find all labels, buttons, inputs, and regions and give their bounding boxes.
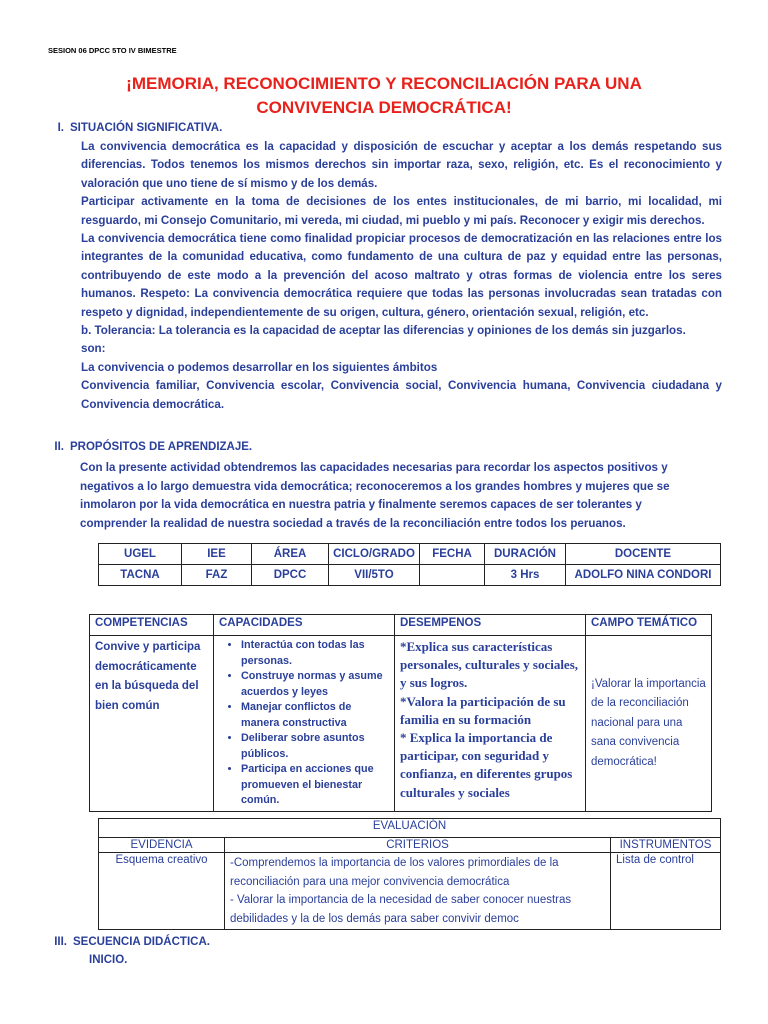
table-cell: TACNA: [99, 565, 182, 586]
desempeno-item: * Explica la importancia de participar, con seguridad y confianza, en diferentes grupos culturales y sociales: [400, 730, 573, 800]
desempeno-item: *Valora la participación de su familia en su formación: [400, 693, 566, 727]
instrumento-cell: Lista de control: [611, 853, 721, 930]
header-cell: CAMPO TEMÁTICO: [586, 615, 712, 636]
table-header-row: [99, 838, 721, 853]
paragraph: b. Tolerancia: La tolerancia es la capacidad de aceptar las diferencias y opiniones de los demás sin juzgarlos.: [81, 324, 686, 338]
desempeno-item: *Explica sus características personales, culturales y sociales, y sus logros.: [400, 639, 579, 691]
campo-tematico-cell: ¡Valorar la importancia de la reconciliación nacional para una sana convivencia democrática!: [586, 636, 712, 812]
header-cell: COMPETENCIAS: [90, 615, 214, 636]
evidencia-cell: Esquema creativo: [99, 853, 225, 930]
table-row: [99, 853, 721, 930]
title-line-1: ¡MEMORIA, RECONOCIMIENTO Y RECONCILIACIÓN PARA UNA: [126, 74, 642, 93]
table-cell: [420, 565, 485, 586]
header-cell: EVIDENCIA: [99, 838, 225, 853]
purpose-line: comprender la realidad de nuestra sociedad a través de la reconciliación entre todos los peruanos.: [80, 516, 626, 530]
table-header-row: [99, 544, 721, 565]
table-header-row: [90, 615, 712, 636]
criterios-cell: [225, 853, 611, 930]
header-cell: DESEMPENOS: [395, 615, 586, 636]
section-2-body: [80, 459, 680, 533]
competencia-cell: Convive y participa democráticamente en la búsqueda del bien común: [90, 636, 214, 812]
list-item: • Manejar conflictos de manera constructiva: [241, 700, 389, 731]
desempenos-cell: [395, 636, 586, 812]
section-2-title: PROPÓSITOS DE APRENDIZAJE.: [70, 441, 253, 453]
list-item: • Participa en acciones que promueven el bienestar común.: [241, 762, 389, 809]
paragraph: Convivencia familiar, Convivencia escolar, Convivencia social, Convivencia humana, Convivencia ciudadana y Convivencia democrática.: [81, 379, 722, 411]
table-cell: 3 Hrs: [485, 565, 566, 586]
paragraph: La convivencia o podemos desarrollar en los siguientes ámbitos: [81, 360, 438, 374]
criterio-item: -Comprendemos la importancia de los valores primordiales de la reconciliación para una mejor convivencia democrática: [230, 857, 559, 888]
table-cell: FAZ: [182, 565, 252, 586]
section-1-body: [81, 138, 722, 414]
table-row: [99, 565, 721, 586]
criterio-item: - Valorar la importancia de la necesidad de saber conocer nuestras debilidades y la de los demás para saber convivir democ: [230, 894, 572, 925]
purpose-line: negativos a lo largo demuestra vida democrática; reconoceremos a los grandes hombres y mujeres que se: [80, 479, 670, 493]
header-cell: CAPACIDADES: [214, 615, 395, 636]
paragraph: son:: [81, 342, 106, 356]
inicio-label: INICIO.: [89, 954, 128, 966]
list-item: • Construye normas y asume acuerdos y leyes: [241, 669, 389, 700]
section-1-heading: [40, 122, 222, 134]
header-cell: UGEL: [99, 544, 182, 565]
title-line-2: CONVIVENCIA DEMOCRÁTICA!: [256, 98, 512, 117]
header-cell: DURACIÓN: [485, 544, 566, 565]
table-cell: ADOLFO NINA CONDORI: [566, 565, 721, 586]
header-cell: CRITERIOS: [225, 838, 611, 853]
list-item: • Deliberar sobre asuntos públicos.: [241, 731, 389, 762]
section-3-heading: [43, 936, 210, 948]
section-1-title: SITUACIÓN SIGNIFICATIVA.: [70, 122, 223, 134]
purpose-line: Con la presente actividad obtendremos las capacidades necesarias para recordar los aspectos positivos y: [80, 461, 668, 474]
paragraph: La convivencia democrática es la capacidad y disposición de escuchar y aceptar a los demás respetando sus diferencias. Todos tenemos los mismos derechos sin importar raza, sexo, religión, etc. Es el reconocimiento y valoración que uno tiene de sí mismo y de los demás.: [81, 140, 722, 190]
capacidades-cell: [214, 636, 395, 812]
header-cell: ÁREA: [252, 544, 329, 565]
page-title: [0, 72, 768, 120]
evaluation-table: [98, 818, 721, 930]
section-1-number: I.: [57, 122, 64, 134]
paragraph: Participar activamente en la toma de decisiones de los entes institucionales, de mi barrio, mi localidad, mi resguardo, mi Consejo Comunitario, mi vereda, mi ciudad, mi pueblo y mi país. Reconocer y exigir mis derechos.: [81, 195, 722, 227]
table-title-row: [99, 819, 721, 838]
header-cell: CICLO/GRADO: [329, 544, 420, 565]
list-item: • Interactúa con todas las personas.: [241, 638, 389, 669]
table-cell: VII/5TO: [329, 565, 420, 586]
section-3-title: SECUENCIA DIDÁCTICA.: [73, 936, 210, 948]
header-cell: DOCENTE: [566, 544, 721, 565]
table-row: [90, 636, 712, 812]
session-label: SESION 06 DPCC 5TO IV BIMESTRE: [48, 46, 177, 55]
purpose-line: inmolaron por la vida democrática en nuestra patria y finalmente seremos capaces de ser tolerantes y: [80, 498, 642, 512]
info-table: [98, 543, 721, 586]
section-2-number: II.: [54, 441, 64, 453]
section-3-number: III.: [54, 936, 67, 948]
header-cell: IEE: [182, 544, 252, 565]
paragraph: La convivencia democrática tiene como finalidad propiciar procesos de democratización en las relaciones entre los integrantes de la comunidad educativa, como fundamento de una cultura de paz y equidad entre las personas, contribuyendo de este modo a la prevención del acoso maltrato y otras formas de violencia entre los seres humanos. Respeto: La convivencia democrática requiere que todas las personas involucradas sean tratadas con respeto y dignidad, independientemente de su origen, cultura, género, orientación sexual, religión, etc.: [81, 232, 722, 319]
header-cell: FECHA: [420, 544, 485, 565]
header-cell: INSTRUMENTOS: [611, 838, 721, 853]
table-cell: DPCC: [252, 565, 329, 586]
evaluation-title: EVALUACIÓN: [99, 819, 721, 838]
section-2-heading: [40, 441, 252, 453]
capacidades-list: [219, 638, 389, 809]
competencies-table: [89, 614, 712, 812]
